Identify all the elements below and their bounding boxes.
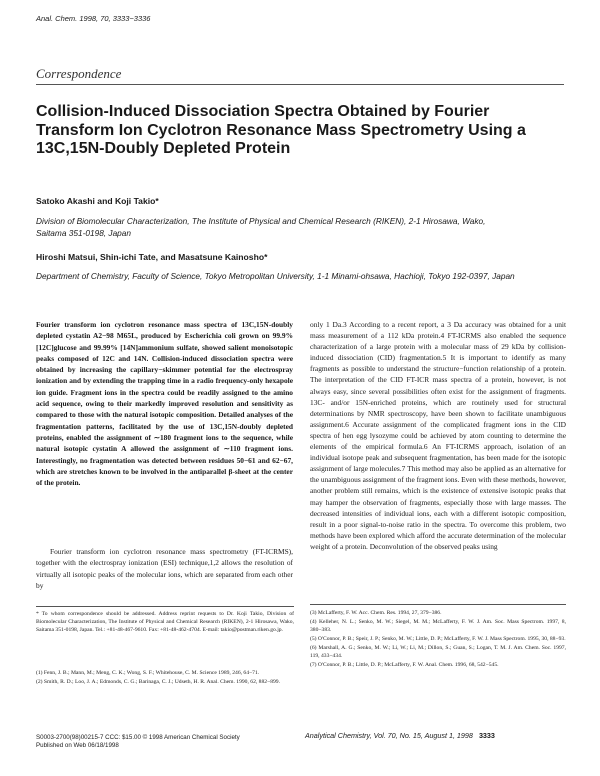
- reference-item: (3) McLafferty, F. W. Acc. Chem. Res. 1994, 27, 379−386.: [310, 610, 442, 616]
- journal-citation: Anal. Chem. 1998, 70, 3333−3336: [36, 14, 151, 23]
- reference-item: (2) Smith, R. D.; Loo, J. A.; Edmonds, C. G.; Barinaga, C. J.; Udseth, H. R. Anal. Chem. 1990, 62, 882−899.: [36, 679, 280, 685]
- footnote-text: * To whom correspondence should be addressed. Address reprint requests to Dr. Koji Takio, Division of Biomolecular Characterization, The Institute of Physical and Chemical Research (RIKEN), 2-1 Hirosawa, Wako, Saitama 351-0198, Japan. Tel.: +81-48-467-9610. Fax: +81-48-462-4704. E-mail: takio@postman.riken.go.jp.: [36, 611, 294, 633]
- article-title: Collision-Induced Dissociation Spectra Obtained by Fourier Transform Ion Cyclotron Resonance Mass Spectrometry Using a 13C,15N-Doubly Depleted Protein: [36, 103, 526, 157]
- correspondence-footnote: [36, 610, 294, 635]
- author-group-1: Satoko Akashi and Koji Takio*: [36, 196, 159, 206]
- reference-item: (7) O'Connor, P. B.; Little, D. P.; McLafferty, F. W. Anal. Chem. 1996, 68, 542−545.: [310, 662, 499, 668]
- reference-item: (6) Marshall, A. G.; Senko, M. W.; Li, W.; Li, M.; Dillon, S.; Guan, S.; Logan, T. M. J. Am. Chem. Soc. 1997, 119, 433−434.: [310, 645, 566, 659]
- affiliation-1: Division of Biomolecular Characterization, The Institute of Physical and Chemical Research (RIKEN), 2-1 Hirosawa, Wako, Saitama 351-0198, Japan: [36, 216, 486, 238]
- section-divider: [36, 84, 564, 85]
- body-text-left: Fourier transform ion cyclotron resonance mass spectrometry (FT-ICRMS), together with the electrospray ionization (ESI) technique,1,2 allows the resolution of virtually all isotopic peaks of the molecular ions, which are separated from each other by: [36, 547, 293, 590]
- references-left: [36, 669, 294, 687]
- footer-identifiers: [36, 734, 240, 750]
- reference-item: (1) Fenn, J. B.; Mann, M.; Meng, C. K.; Wong, S. F.; Whitehouse, C. M. Science 1989, 246, 64−71.: [36, 670, 260, 676]
- page-number: 3333: [478, 731, 495, 740]
- footnote-divider: [36, 606, 294, 607]
- references-right: [310, 609, 566, 670]
- body-text-right: only 1 Da.3 According to a recent report, a 3 Da accuracy was obtained for a unit mass measurement of a 112 kDa protein.4 FT-ICRMS also enabled the sequence characterization of a large protein with a molecular mass of 29 kDa by collision-induced dissociation (CID) fragmentation.5 It is important to identify as many fragments as possible to understand the structure−function relationship of a protein. The interpretation of the CID FT-ICR mass spectra of a protein, however, is not always easy, since several possibilities often exist for the assignment of fragments. 13C- and/or 15N-enriched proteins, which are routinely used for structural determinations by NMR spectroscopy, have been shown to facilitate unambiguous assignment.6 Accurate assignment of the complicated fragment ions in the CID spectra of hen egg lysozyme could be achieved by atom counting to determine the elements of the empirical formula.6 An FT-ICRMS approach, isolation of an individual isotope peak and subsequent fragmentation, has been made for the isotopic assignment of large molecules.7 This method may also be applied as an alternative for the unambiguous assignment of the fragment ions. Even with these methods, however, another problem still remains, which is the existence of extensive isotopic peaks that may hamper the observation of fragments, especially those with large masses. The decreased intensities of individual ions, each with a different isotopic composition, result in a poor signal-to-noise ratio in the spectra. To overcome this problem, two methods have been explored which afford the accurate determination of the molecular weight of a protein. Deconvolution of the observed peaks using: [310, 320, 566, 551]
- abstract: Fourier transform ion cyclotron resonance mass spectra of 13C,15N-doubly depleted cystatin A2−98 M65L, produced by Escherichia coli grown on 99.9% [12C]glucose and 99.99% [14N]ammonium sulfate, showed salient monoisotopic peaks composed of 12C and 14N. Collision-induced dissociation spectra were obtained by increasing the capillary−skimmer potential for the electrospray ionization and by extending the trapping time in a radio frequency-only hexapole ion guide. Fragment ions in the spectra could be readily assigned to the amino acid sequence, owing to their markedly improved resolution and sensitivity as compared to those with the natural isotopic composition. Detailed analyses of the fragmentation patterns, facilitated by the use of 13C,15N-doubly depleted proteins, enabled the assignment of ∼180 fragment ions to the sequence, while natural isotopic cystatin A allowed the assignment of ∼110 fragment ions. Interestingly, no fragmentation was detected between residues 50−61 and 62−67, which are stretches known to be involved in the antiparallel β-sheet at the center of the protein.: [36, 320, 293, 488]
- reference-item: (4) Kelleher, N. L.; Senko, M. W.; Siegel, M. M.; McLafferty, F. W. J. Am. Soc. Mass Spectrom. 1997, 8, 380−383.: [310, 619, 566, 633]
- affiliation-2: Department of Chemistry, Faculty of Science, Tokyo Metropolitan University, 1-1 Minami-ohsawa, Hachioji, Tokyo 192-0397, Japan: [36, 271, 515, 281]
- footer-published: Published on Web 06/18/1998: [36, 742, 119, 749]
- reference-item: (5) O'Connor, P. B.; Speir, J. P.; Senko, M. W.; Little, D. P.; McLafferty, F. W. J. Mass Spectrom. 1995, 30, 88−93.: [310, 636, 566, 642]
- section-label: Correspondence: [36, 66, 122, 81]
- footer-code: S0003-2700(98)00215-7 CCC: $15.00 © 1998 American Chemical Society: [36, 734, 240, 741]
- references-divider: [310, 604, 566, 605]
- footer-journal: [305, 731, 495, 740]
- footer-journal-name: Analytical Chemistry, Vol. 70, No. 15, August 1, 1998: [305, 731, 473, 740]
- author-group-2: Hiroshi Matsui, Shin-ichi Tate, and Masatsune Kainosho*: [36, 252, 268, 262]
